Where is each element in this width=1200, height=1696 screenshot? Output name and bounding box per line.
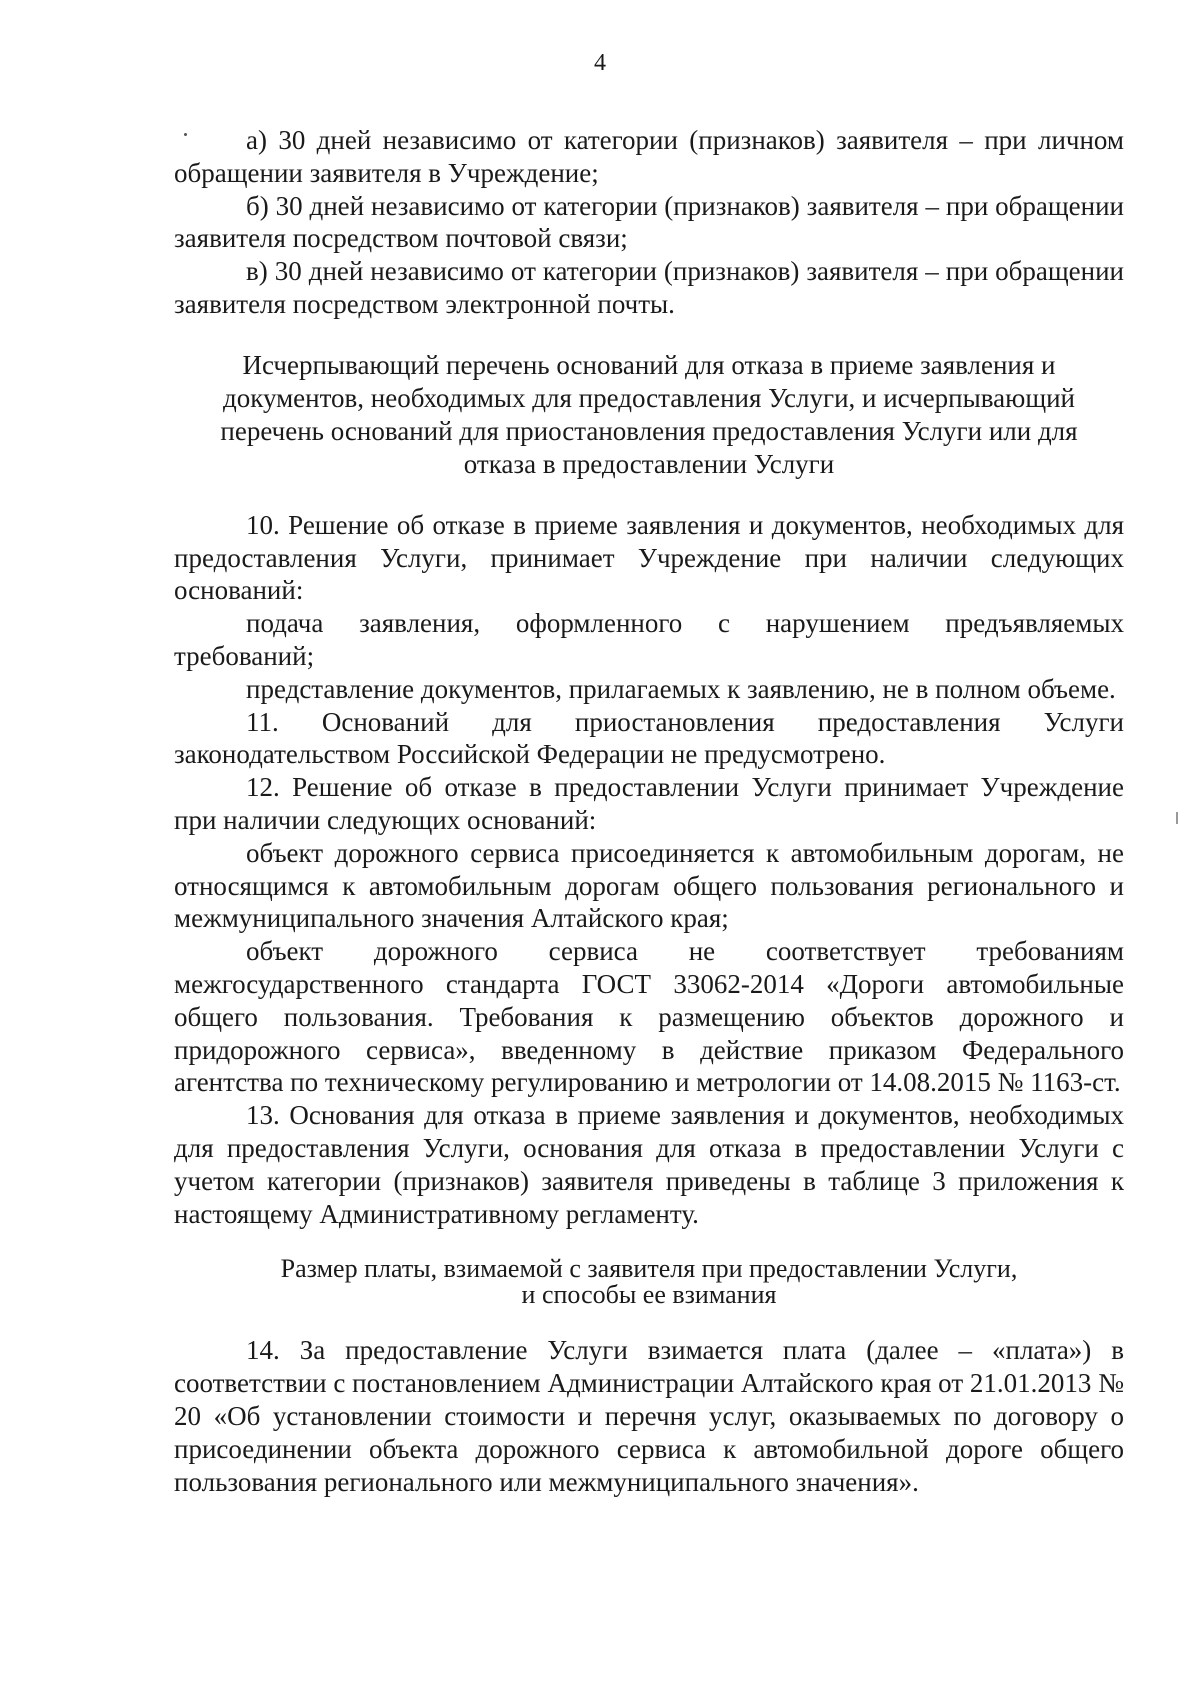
paragraph: а) 30 дней независимо от категории (признаков) заявителя – при личном обращении заявителя в Учреждение;	[174, 125, 1124, 188]
page-number: 4	[594, 50, 606, 76]
heading-line: и способы ее взимания	[521, 1280, 777, 1310]
heading-line: документов, необходимых для предоставления Услуги, и исчерпывающий	[222, 382, 1076, 413]
paragraph: 14. За предоставление Услуги взимается плата (далее – «плата») в соответствии с постановлением Администрации Алтайского края от 21.01.2013 № 20 «Об установлении стоимости и перечня услуг, оказываемых по договору о присоединении объекта дорожного сервиса к автомобильной дороге общего пользования регионального или межмуниципального значения».	[174, 1335, 1124, 1497]
paragraph: объект дорожного сервиса не соответствует требованиям межгосударственного стандарта ГОСТ 33062-2014 «Дороги автомобильные общего пользования. Требования к размещению объектов дорожного и придорожного сервиса», введенному в действие приказом Федерального агентства по техническому регулированию и метрологии от 14.08.2015 № 1163-ст.	[174, 936, 1124, 1098]
paragraph: б) 30 дней независимо от категории (признаков) заявителя – при обращении заявителя посредством почтовой связи;	[174, 190, 1124, 254]
paragraph: объект дорожного сервиса присоединяется к автомобильным дорогам, не относящимся к автомобильным дорогам общего пользования регионального и межмуниципального значения Алтайского края;	[174, 837, 1124, 934]
paragraph: 11. Оснований для приостановления предоставления Услуги законодательством Российской Федерации не предусмотрено.	[174, 706, 1124, 770]
section-heading	[174, 349, 1124, 481]
scan-speck	[1176, 812, 1178, 824]
heading-line: Исчерпывающий перечень оснований для отказа в приеме заявления и	[242, 349, 1056, 380]
heading-line: отказа в предоставлении Услуги	[463, 448, 835, 479]
section-heading	[174, 1256, 1124, 1308]
heading-line: перечень оснований для приостановления предоставления Услуги или для	[220, 415, 1078, 446]
paragraph: 10. Решение об отказе в приеме заявления и документов, необходимых для предоставления Услуги, принимает Учреждение при наличии следующих оснований:	[174, 509, 1124, 606]
paragraph: представление документов, прилагаемых к заявлению, не в полном объеме.	[246, 673, 1116, 704]
paragraph: подача заявления, оформленного с нарушением предъявляемых требований;	[174, 608, 1124, 671]
document-body	[174, 124, 1124, 1498]
paragraph: в) 30 дней независимо от категории (признаков) заявителя – при обращении заявителя посредством электронной почты.	[174, 256, 1124, 319]
paragraph: 13. Основания для отказа в приеме заявления и документов, необходимых для предоставления Услуги, основания для отказа в предоставлении Услуги с учетом категории (признаков) заявителя приведены в таблице 3 приложения к настоящему Административному регламенту.	[174, 1100, 1124, 1229]
paragraph: 12. Решение об отказе в предоставлении Услуги принимает Учреждение при наличии следующих оснований:	[174, 772, 1124, 835]
heading-line: Размер платы, взимаемой с заявителя при предоставлении Услуги,	[280, 1254, 1018, 1284]
